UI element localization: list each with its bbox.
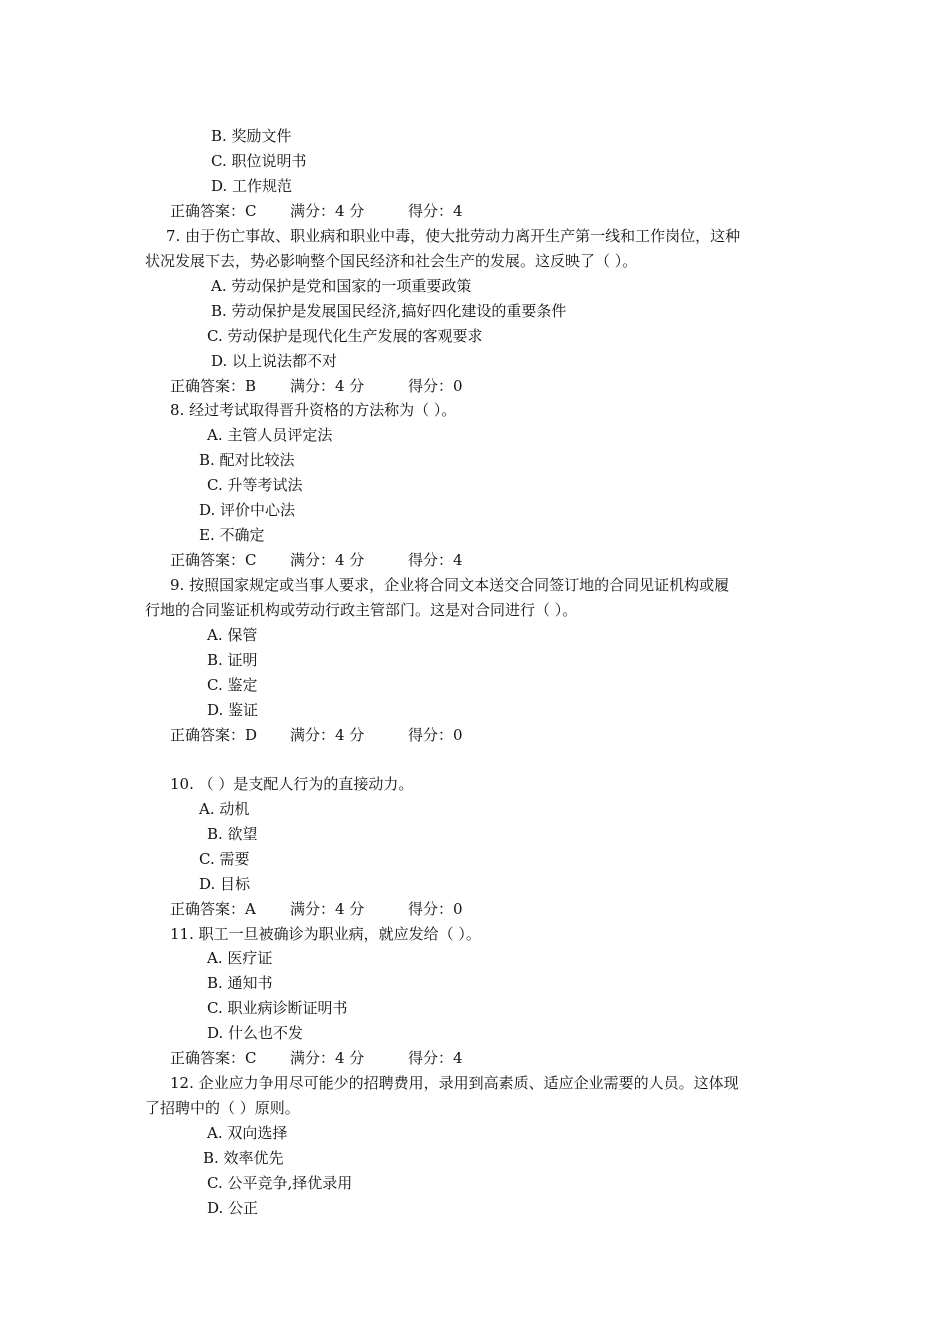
- q7-correct-answer: 正确答案：B: [170, 377, 257, 395]
- q9-option-b: B. 证明: [207, 651, 258, 669]
- q8-stem-line1: 8. 经过考试取得晋升资格的方法称为（ ）。: [170, 401, 457, 419]
- q11-full-score: 满分：4 分: [290, 1049, 365, 1067]
- q6-correct-answer: 正确答案：C: [170, 202, 257, 220]
- q9-score: 得分：0: [408, 726, 463, 744]
- q9-stem-line2: 行地的合同鉴证机构或劳动行政主管部门。这是对合同进行（ ）。: [145, 601, 578, 619]
- q10-correct-answer: 正确答案：A: [170, 900, 256, 918]
- q12-stem-line2: 了招聘中的（ ）原则。: [145, 1099, 300, 1117]
- q9-correct-answer: 正确答案：D: [170, 726, 258, 744]
- q11-option-d: D. 什么也不发: [207, 1024, 304, 1042]
- q8-option-c: C. 升等考试法: [207, 476, 303, 494]
- q10-answer-line: [170, 899, 463, 919]
- q7-option-b: B. 劳动保护是发展国民经济,搞好四化建设的重要条件: [211, 302, 567, 320]
- q11-score: 得分：4: [408, 1049, 463, 1067]
- q11-option-c: C. 职业病诊断证明书: [207, 999, 348, 1017]
- q6-option-d: D. 工作规范: [211, 177, 293, 195]
- q12-option-a: A. 双向选择: [207, 1124, 288, 1142]
- q8-option-e: E. 不确定: [199, 526, 265, 544]
- q8-correct-answer: 正确答案：C: [170, 551, 257, 569]
- q11-answer-line: [170, 1048, 463, 1068]
- q10-full-score: 满分：4 分: [290, 900, 365, 918]
- q6-option-c: C. 职位说明书: [211, 152, 307, 170]
- q8-option-d: D. 评价中心法: [199, 501, 296, 519]
- q9-stem-line1: 9. 按照国家规定或当事人要求，企业将合同文本送交合同签订地的合同见证机构或履: [170, 576, 730, 594]
- q10-score: 得分：0: [408, 900, 463, 918]
- q11-option-b: B. 通知书: [207, 974, 273, 992]
- q6-answer-line: [170, 201, 463, 221]
- q11-stem-line1: 11. 职工一旦被确诊为职业病，就应发给（ ）。: [170, 925, 481, 943]
- q10-option-a: A. 动机: [199, 800, 250, 818]
- q8-full-score: 满分：4 分: [290, 551, 365, 569]
- q10-option-b: B. 欲望: [207, 825, 258, 843]
- q9-option-a: A. 保管: [207, 626, 258, 644]
- q7-score: 得分：0: [408, 377, 463, 395]
- q7-stem-line2: 状况发展下去，势必影响整个国民经济和社会生产的发展。这反映了（ ）。: [145, 252, 638, 270]
- q9-answer-line: [170, 725, 463, 745]
- q11-option-a: A. 医疗证: [207, 949, 273, 967]
- q12-option-c: C. 公平竞争,择优录用: [207, 1174, 353, 1192]
- q11-correct-answer: 正确答案：C: [170, 1049, 257, 1067]
- q10-option-c: C. 需要: [199, 850, 250, 868]
- q8-option-a: A. 主管人员评定法: [207, 426, 333, 444]
- q10-option-d: D. 目标: [199, 875, 251, 893]
- q12-stem-line1: 12. 企业应力争用尽可能少的招聘费用，录用到高素质、适应企业需要的人员。这体现: [170, 1074, 739, 1092]
- q8-score: 得分：4: [408, 551, 463, 569]
- q12-option-d: D. 公正: [207, 1199, 259, 1217]
- q6-full-score: 满分：4 分: [290, 202, 365, 220]
- q7-option-a: A. 劳动保护是党和国家的一项重要政策: [211, 277, 472, 295]
- q9-option-d: D. 鉴证: [207, 701, 259, 719]
- q9-option-c: C. 鉴定: [207, 676, 258, 694]
- q8-option-b: B. 配对比较法: [199, 451, 295, 469]
- q9-full-score: 满分：4 分: [290, 726, 365, 744]
- q12-option-b: B. 效率优先: [203, 1149, 284, 1167]
- q7-answer-line: [170, 376, 463, 396]
- q6-score: 得分：4: [408, 202, 463, 220]
- q6-option-b: B. 奖励文件: [211, 127, 292, 145]
- q7-option-d: D. 以上说法都不对: [211, 352, 338, 370]
- q8-answer-line: [170, 550, 463, 570]
- q7-option-c: C. 劳动保护是现代化生产发展的客观要求: [207, 327, 483, 345]
- q7-stem-line1: 7. 由于伤亡事故、职业病和职业中毒，使大批劳动力离开生产第一线和工作岗位，这种: [166, 227, 741, 245]
- q7-full-score: 满分：4 分: [290, 377, 365, 395]
- q10-stem-line1: 10. （ ）是支配人行为的直接动力。: [170, 775, 414, 793]
